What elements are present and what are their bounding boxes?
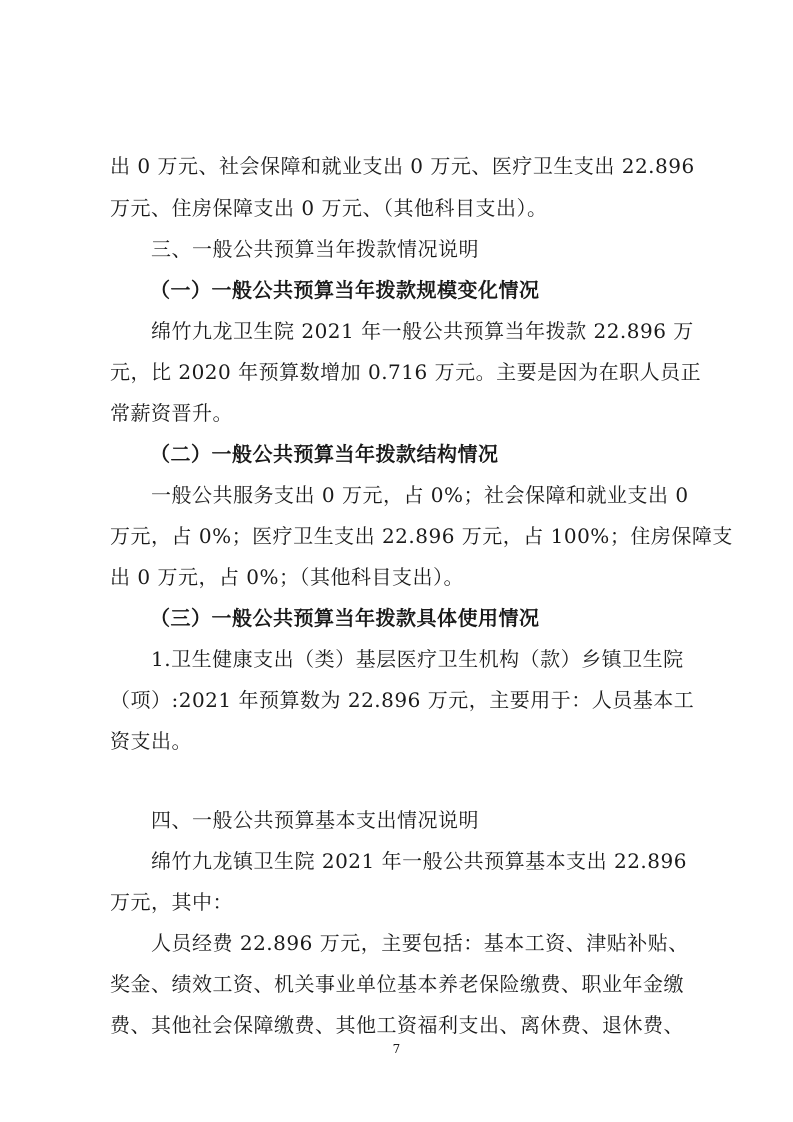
paragraph-line: 绵竹九龙卫生院 2021 年一般公共预算当年拨款 22.896 万 — [151, 319, 694, 343]
paragraph-line: 一般公共服务支出 0 万元，占 0%；社会保障和就业支出 0 — [151, 483, 689, 507]
paragraph-line: 元，比 2020 年预算数增加 0.716 万元。主要是因为在职人员正 — [110, 360, 702, 384]
subheading-1: （一）一般公共预算当年拨款规模变化情况 — [150, 278, 540, 302]
page-number: 7 — [392, 1042, 401, 1056]
paragraph-line: 1.卫生健康支出（类）基层医疗卫生机构（款）乡镇卫生院 — [151, 647, 684, 671]
paragraph-line: 奖金、绩效工资、机关事业单位基本养老保险缴费、职业年金缴 — [110, 972, 684, 996]
paragraph-line: 人员经费 22.896 万元，主要包括：基本工资、津贴补贴、 — [151, 931, 689, 955]
subheading-3: （三）一般公共预算当年拨款具体使用情况 — [150, 606, 540, 630]
paragraph-line: 常薪资晋升。 — [110, 401, 233, 425]
paragraph-line: 万元，占 0%；医疗卫生支出 22.896 万元，占 100%；住房保障支 — [110, 524, 733, 548]
paragraph-line: 出 0 万元、社会保障和就业支出 0 万元、医疗卫生支出 22.896 — [110, 154, 695, 178]
paragraph-line: 费、其他社会保障缴费、其他工资福利支出、离休费、退休费、 — [110, 1013, 684, 1037]
section-heading-3: 三、一般公共预算当年拨款情况说明 — [151, 237, 479, 261]
section-heading-4: 四、一般公共预算基本支出情况说明 — [151, 808, 479, 832]
subheading-2: （二）一般公共预算当年拨款结构情况 — [150, 442, 499, 466]
paragraph-line: 万元，其中： — [110, 890, 233, 914]
paragraph-line: 资支出。 — [110, 729, 192, 753]
paragraph-line: 万元、住房保障支出 0 万元、（其他科目支出）。 — [110, 196, 548, 220]
paragraph-line: 绵竹九龙镇卫生院 2021 年一般公共预算基本支出 22.896 — [151, 849, 687, 873]
paragraph-line: 出 0 万元，占 0%；（其他科目支出）。 — [110, 565, 465, 589]
paragraph-line: （项）:2021 年预算数为 22.896 万元，主要用于：人员基本工 — [110, 688, 695, 712]
